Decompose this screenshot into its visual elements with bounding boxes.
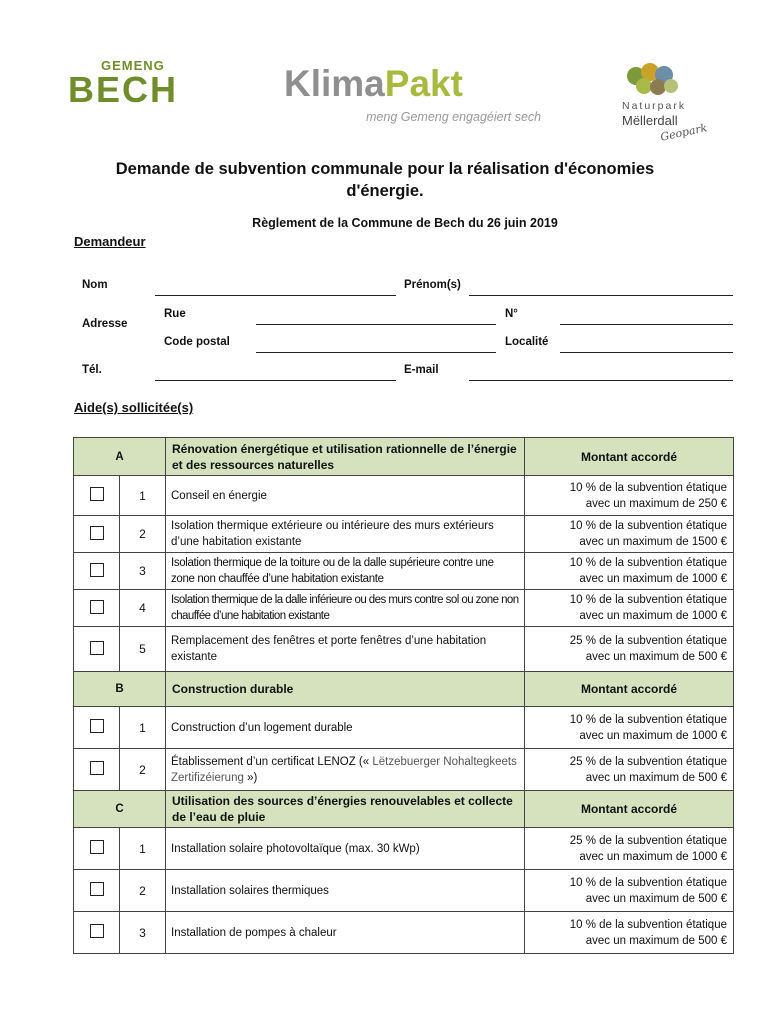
item-number: 1	[120, 828, 166, 870]
document-title-line2: d'énergie.	[346, 182, 424, 200]
item-description: Installation solaire photovoltaïque (max. 30 kWp)	[166, 828, 525, 870]
label-prenom: Prénom(s)	[404, 279, 461, 291]
label-localite: Localité	[505, 336, 549, 348]
item-amount	[525, 870, 734, 912]
section-header-a	[74, 438, 734, 476]
field-tel[interactable]	[155, 380, 396, 381]
applicant-heading: Demandeur	[74, 234, 146, 249]
label-email: E-mail	[404, 364, 439, 376]
field-rue[interactable]	[256, 324, 496, 325]
item-description: Installation solaires thermiques	[166, 870, 525, 912]
item-description-certificate-name: Lëtzebuerger Nohaltegkeets Zertifizéierung	[171, 755, 517, 784]
amount-max: avec un maximum de 500 €	[585, 771, 727, 784]
field-code-postal[interactable]	[256, 352, 496, 353]
item-amount	[525, 553, 734, 590]
logo-park-line3: Geopark	[659, 121, 709, 144]
checkbox-cell	[74, 707, 120, 749]
amount-max: avec un maximum de 500 €	[585, 651, 727, 663]
amount-rate: 25 % de la subvention étatique	[569, 635, 727, 647]
logo-pakt-text: Pakt	[384, 63, 463, 104]
logo-klimapakt	[284, 63, 584, 124]
table-row	[74, 627, 734, 672]
table-row	[74, 476, 734, 516]
item-amount	[525, 707, 734, 749]
item-number: 2	[120, 870, 166, 912]
section-header-b	[74, 672, 734, 707]
aid-table	[73, 437, 734, 954]
label-code-postal: Code postal	[164, 336, 230, 348]
amount-max: avec un maximum de 250 €	[585, 497, 727, 510]
section-title: Construction durable	[166, 672, 525, 707]
section-header-c	[74, 791, 734, 828]
table-row	[74, 707, 734, 749]
logo-naturpark-mellerdall	[616, 62, 716, 142]
table-row	[74, 553, 734, 590]
item-number: 2	[120, 516, 166, 553]
logo-klimapakt-word	[284, 64, 584, 104]
checkbox[interactable]	[90, 840, 104, 854]
amount-rate: 10 % de la subvention étatique	[569, 557, 727, 569]
logo-park-line1: Naturpark	[622, 100, 687, 112]
amount-max: avec un maximum de 1000 €	[579, 729, 727, 742]
section-letter: B	[74, 672, 166, 707]
naturpark-emblem-icon	[624, 62, 684, 98]
item-description: Conseil en énergie	[166, 476, 525, 516]
checkbox-cell	[74, 627, 120, 672]
item-number: 2	[120, 749, 166, 791]
item-number: 1	[120, 476, 166, 516]
aid-heading: Aide(s) sollicitée(s)	[74, 400, 194, 415]
amount-rate: 10 % de la subvention étatique	[569, 520, 727, 532]
item-description: Isolation thermique de la toiture ou de la dalle supérieure contre une zone non chauffée d’une habitation existante	[166, 553, 525, 590]
document-title	[0, 158, 770, 202]
checkbox-cell	[74, 553, 120, 590]
amount-max: avec un maximum de 1000 €	[579, 610, 727, 622]
checkbox-cell	[74, 828, 120, 870]
table-row	[74, 516, 734, 553]
logo-klima-text: Klima	[284, 63, 385, 104]
section-letter: C	[74, 791, 166, 828]
checkbox-cell	[74, 590, 120, 627]
checkbox-cell	[74, 870, 120, 912]
item-description: Installation de pompes à chaleur	[166, 912, 525, 954]
item-description: Isolation thermique extérieure ou intérieure des murs extérieurs d’une habitation existante	[166, 516, 525, 553]
amount-rate: 10 % de la subvention étatique	[569, 876, 727, 889]
logo-klimapakt-tagline: meng Gemeng engagéiert sech	[366, 110, 542, 124]
table-row	[74, 870, 734, 912]
amount-max: avec un maximum de 500 €	[585, 934, 727, 947]
field-nom[interactable]	[155, 295, 396, 296]
checkbox[interactable]	[90, 882, 104, 896]
item-amount	[525, 828, 734, 870]
field-numero[interactable]	[560, 324, 733, 325]
item-amount	[525, 912, 734, 954]
item-amount	[525, 516, 734, 553]
field-prenom[interactable]	[469, 295, 733, 296]
item-description: Remplacement des fenêtres et porte fenêtres d’une habitation existante	[166, 627, 525, 672]
label-adresse: Adresse	[82, 318, 128, 330]
item-amount	[525, 749, 734, 791]
section-letter: A	[74, 438, 166, 476]
amount-header: Montant accordé	[525, 791, 734, 828]
item-number: 4	[120, 590, 166, 627]
checkbox[interactable]	[90, 641, 104, 655]
section-title: Utilisation des sources d’énergies renouvelables et collecte de l’eau de pluie	[166, 791, 525, 828]
item-description-part: Établissement d’un certificat LENOZ («	[171, 755, 370, 768]
item-number: 5	[120, 627, 166, 672]
amount-rate: 10 % de la subvention étatique	[569, 594, 727, 606]
amount-max: avec un maximum de 1000 €	[579, 573, 727, 585]
document-subtitle: Règlement de la Commune de Bech du 26 juin 2019	[252, 216, 558, 230]
amount-rate: 10 % de la subvention étatique	[569, 918, 727, 931]
field-email[interactable]	[469, 380, 733, 381]
item-description: Construction d’un logement durable	[166, 707, 525, 749]
logo-gemeng-bech	[68, 58, 208, 110]
table-row	[74, 590, 734, 627]
amount-max: avec un maximum de 1000 €	[579, 850, 727, 863]
checkbox-cell	[74, 912, 120, 954]
amount-max: avec un maximum de 500 €	[585, 892, 727, 905]
field-localite[interactable]	[560, 352, 733, 353]
checkbox[interactable]	[90, 563, 104, 577]
item-amount	[525, 476, 734, 516]
item-amount	[525, 627, 734, 672]
checkbox[interactable]	[90, 600, 104, 614]
checkbox[interactable]	[90, 719, 104, 733]
amount-max: avec un maximum de 1500 €	[579, 536, 727, 548]
amount-rate: 25 % de la subvention étatique	[569, 834, 727, 847]
amount-header: Montant accordé	[525, 438, 734, 476]
label-numero: N°	[505, 308, 518, 320]
logo-bech-big-text: BECH	[68, 69, 179, 110]
logo-bech-small-text: GEMENG	[101, 58, 165, 73]
checkbox-cell	[74, 749, 120, 791]
label-tel: Tél.	[82, 364, 102, 376]
amount-rate: 10 % de la subvention étatique	[569, 713, 727, 726]
section-title: Rénovation énergétique et utilisation rationnelle de l’énergie et des ressources naturelles	[166, 438, 525, 476]
document-title-line1: Demande de subvention communale pour la réalisation d'économies	[115, 160, 655, 178]
checkbox[interactable]	[90, 924, 104, 938]
logo-park-line2: Mëllerdall	[622, 113, 678, 128]
checkbox-cell	[74, 516, 120, 553]
item-description: Isolation thermique de la dalle inférieure ou des murs contre sol ou zone non chauffée d’une habitation existante	[166, 590, 525, 627]
amount-rate: 25 % de la subvention étatique	[569, 755, 727, 768]
item-description	[166, 749, 525, 791]
table-row	[74, 828, 734, 870]
checkbox[interactable]	[90, 526, 104, 540]
item-number: 1	[120, 707, 166, 749]
table-row	[74, 749, 734, 791]
table-row	[74, 912, 734, 954]
item-amount	[525, 590, 734, 627]
amount-header: Montant accordé	[525, 672, 734, 707]
item-number: 3	[120, 912, 166, 954]
label-nom: Nom	[82, 279, 108, 291]
checkbox[interactable]	[90, 761, 104, 775]
amount-rate: 10 % de la subvention étatique	[569, 481, 727, 494]
label-rue: Rue	[164, 308, 186, 320]
item-number: 3	[120, 553, 166, 590]
checkbox-cell	[74, 476, 120, 516]
checkbox[interactable]	[90, 487, 104, 501]
item-description-part: »)	[247, 771, 258, 784]
